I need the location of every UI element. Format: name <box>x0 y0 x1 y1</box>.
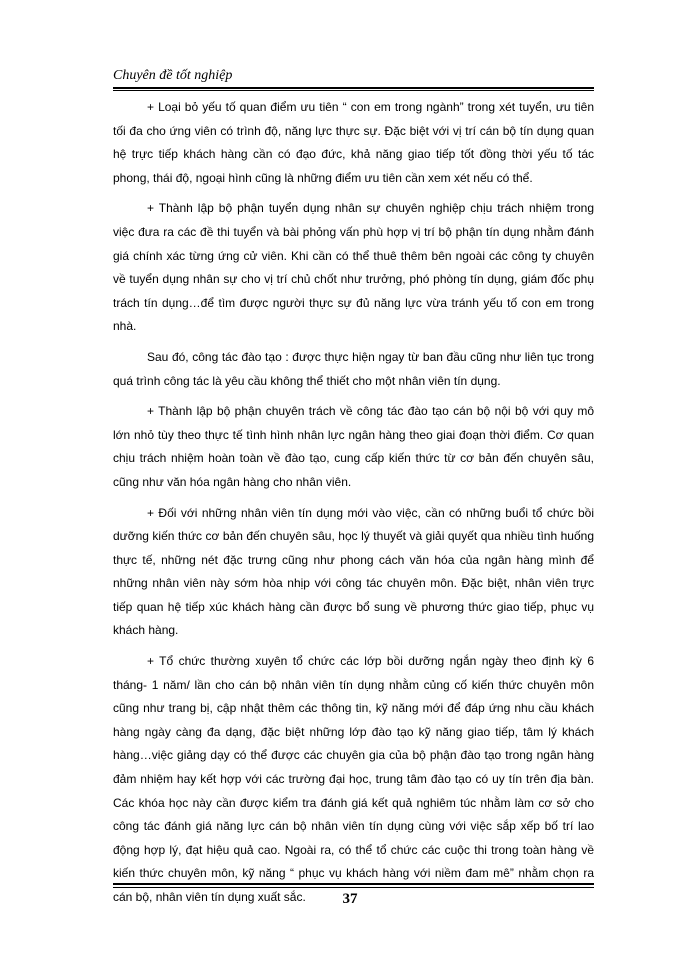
paragraph: Sau đó, công tác đào tạo : được thực hiện ngay từ ban đầu cũng như liên tục trong quá trình công tác là yêu cầu không thể thiết cho một nhân viên tín dụng. <box>113 349 594 388</box>
footer-rule-thin <box>113 887 594 888</box>
document-body <box>113 96 594 917</box>
header-title: Chuyên đề tốt nghiệp <box>113 68 233 83</box>
paragraph: + Thành lập bộ phận tuyển dụng nhân sự chuyên nghiệp chịu trách nhiệm trong việc đưa ra các đề thi tuyển và bài phỏng vấn phù hợp vị trí bộ phận tín dụng nhằm đánh giá chính xác từng ứng cử viên. Khi cần có thể thuê thêm bên ngoài các công ty chuyên về tuyển dụng nhân sự cho vị trí chủ chốt như trưởng, phó phòng tín dụng, giám đốc phụ trách tín dụng…để tìm được người thực sự đủ năng lực vừa tránh yếu tố con em trong nhà. <box>113 201 594 334</box>
page-number: 37 <box>342 891 358 907</box>
paragraph: + Đối với những nhân viên tín dụng mới vào việc, cần có những buổi tổ chức bồi dưỡng kiến thức cơ bản đến chuyên sâu, học lý thuyết và giải quyết qua nhiều tình huống thực tế, những nét đặc trưng cũng như phong cách văn hóa của ngân hàng mình để những nhân viên này sớm hòa nhịp với công tác chuyên môn. Đặc biệt, nhân viên trực tiếp quan hệ tiếp xúc khách hàng cần được bổ sung về phương thức giao tiếp, phục vụ khách hàng. <box>113 505 594 638</box>
paragraph: + Tổ chức thường xuyên tổ chức các lớp bồi dưỡng ngắn ngày theo định kỳ 6 tháng- 1 năm/ lần cho cán bộ nhân viên tín dụng nhằm củng cố kiến thức chuyên môn cũng như trang bị, cập nhật thêm các thông tin, kỹ năng mới để đáp ứng nhu cầu khách hàng ngày càng đa dạng, đặc biệt những lớp đào tạo kỹ năng giao tiếp, tâm lý khách hàng…việc giảng dạy có thể được các chuyên gia của bộ phận đào tạo trong ngân hàng đảm nhiệm hay kết hợp với các trường đại học, trung tâm đào tạo có uy tín trên địa bàn. Các khóa học này cần được kiểm tra đánh giá kết quả nghiêm túc nhằm làm cơ sở cho công tác đánh giá năng lực cán bộ nhân viên tín dụng cùng với việc sắp xếp bố trí lao động hợp lý, đạt hiệu quả cao. Ngoài ra, có thể tổ chức các cuộc thi trong toàn hàng về kiến thức chuyên môn, kỹ năng “ phục vụ khách hàng với niềm đam mê” nhằm chọn ra cán bộ, nhân viên tín dụng xuất sắc. <box>113 654 594 904</box>
paragraph: + Thành lập bộ phận chuyên trách về công tác đào tạo cán bộ nội bộ với quy mô lớn nhỏ tùy theo thực tế tình hình nhân lực ngân hàng theo giai đoạn thời điểm. Cơ quan chịu trách nhiệm hoàn toàn về đào tạo, cung cấp kiến thức từ cơ bản đến chuyên sâu, cũng như văn hóa ngân hàng cho nhân viên. <box>113 404 594 489</box>
paragraph: + Loại bỏ yếu tố quan điểm ưu tiên “ con em trong ngành” trong xét tuyển, ưu tiên tối đa cho ứng viên có trình độ, năng lực thực sự. Đặc biệt với vị trí cán bộ tín dụng quan hệ trực tiếp khách hàng cần có đạo đức, khả năng giao tiếp tốt đồng thời yếu tố tác phong, thái độ, ngoại hình cũng là những điểm ưu tiên cần xem xét nếu có thể. <box>113 100 594 185</box>
header-rule-thin <box>113 90 594 91</box>
footer-rule <box>113 883 594 885</box>
header-rule <box>113 87 594 89</box>
